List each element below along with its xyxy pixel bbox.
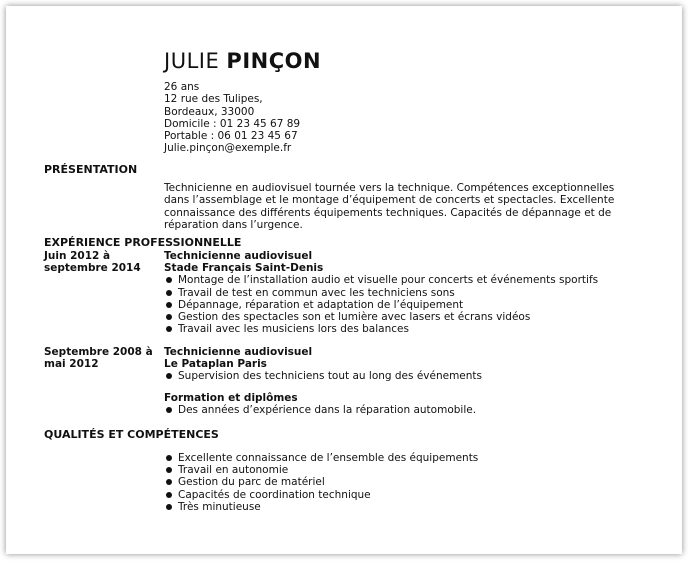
list-item: Capacités de coordination technique: [164, 489, 644, 501]
experience-heading: EXPÉRIENCE PROFESSIONNELLE: [44, 236, 242, 249]
last-name: PINÇON: [226, 49, 322, 73]
address-city: Bordeaux, 33000: [164, 105, 255, 118]
job-2-date: Septembre 2008 à mai 2012: [44, 346, 153, 371]
list-item: Dépannage, réparation et adaptation de l’équipement: [164, 299, 644, 311]
resume-page: [6, 6, 682, 554]
list-item: Travail avec les musiciens lors des balances: [164, 323, 644, 335]
list-item: Gestion du parc de matériel: [164, 476, 644, 488]
list-item: Des années d’expérience dans la réparation automobile.: [164, 404, 644, 416]
formation-block: [164, 392, 644, 416]
list-item: Travail de test en commun avec les techniciens sons: [164, 287, 644, 299]
job-2-company: Le Pataplan Paris: [164, 358, 267, 371]
job-2-bullets: [164, 370, 644, 382]
mobile-phone: Portable : 06 01 23 45 67: [164, 130, 298, 143]
age: 26 ans: [164, 81, 200, 93]
first-name: JULIE: [164, 49, 220, 73]
job-1: [164, 250, 644, 335]
job-1-bullets: [164, 274, 644, 335]
qualities-heading: QUALITÉS ET COMPÉTENCES: [44, 428, 219, 441]
formation-bullets: [164, 404, 644, 416]
job-2-title: Technicienne audiovisuel: [164, 346, 313, 358]
list-item: Gestion des spectacles son et lumière avec lasers et écrans vidéos: [164, 311, 644, 323]
list-item: Excellente connaissance de l’ensemble des équipements: [164, 452, 644, 464]
contact-block: [164, 81, 300, 155]
address-street: 12 rue des Tulipes,: [164, 93, 263, 106]
presentation-text: Technicienne en audiovisuel tournée vers la technique. Compétences exceptionnelles dans l’assemblage et le montage d’équipement de concerts et spectacles. Excellente connaissance des différents équipements techniques. Capacités de dépannage et de réparation dans l’urgence.: [164, 182, 615, 231]
qualities-block: [164, 452, 644, 513]
list-item: Supervision des techniciens tout au long des événements: [164, 370, 644, 382]
presentation-heading: PRÉSENTATION: [44, 163, 138, 176]
job-1-date: Juin 2012 à septembre 2014: [44, 250, 141, 275]
home-phone: Domicile : 01 23 45 67 89: [164, 117, 301, 130]
job-2: [164, 346, 644, 383]
formation-title: Formation et diplômes: [164, 392, 298, 404]
list-item: Travail en autonomie: [164, 464, 644, 476]
list-item: Montage de l’installation audio et visuelle pour concerts et événements sportifs: [164, 274, 644, 286]
candidate-name: [164, 48, 321, 74]
email: Julie.pinçon@exemple.fr: [164, 142, 292, 155]
job-1-company: Stade Français Saint-Denis: [164, 262, 324, 275]
job-1-title: Technicienne audiovisuel: [164, 250, 313, 262]
qualities-bullets: [164, 452, 644, 513]
list-item: Très minutieuse: [164, 501, 644, 513]
